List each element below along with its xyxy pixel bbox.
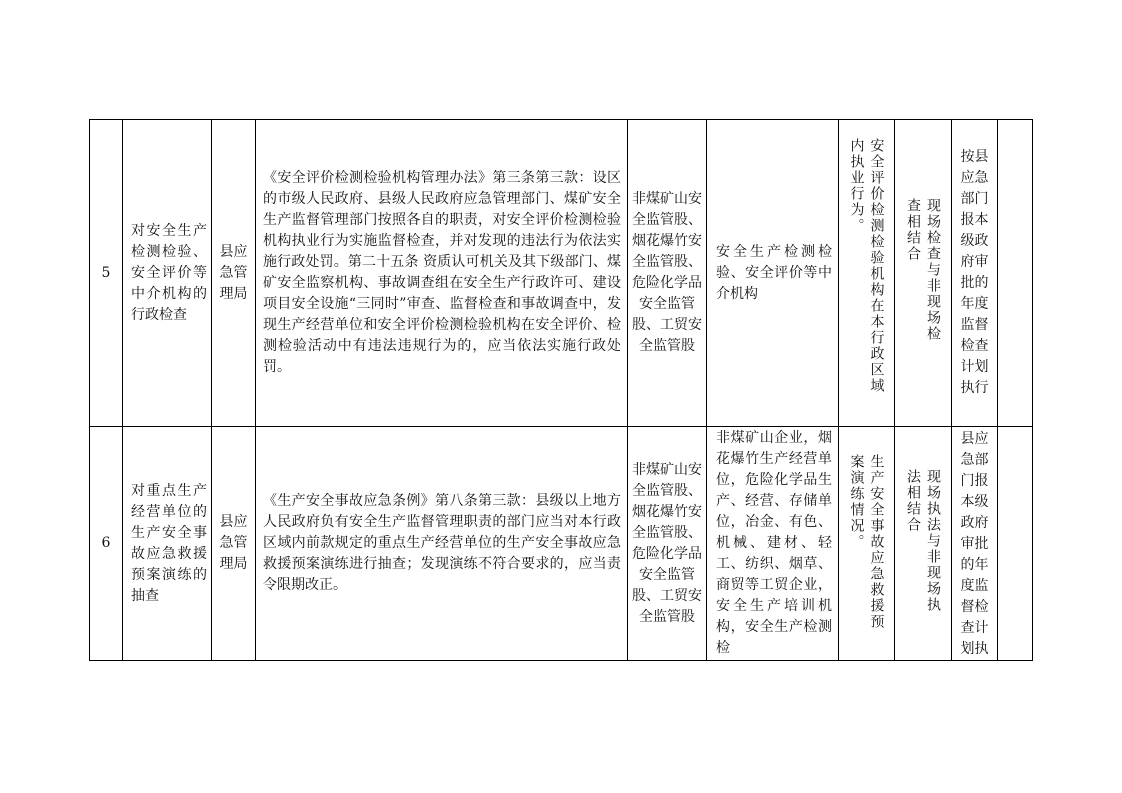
legal-basis: 《生产安全事故应急条例》第八条第三款：县级以上地方人民政府负有安全生产监督管理职责的部门应当对本行政区域内前款规定的重点生产经营单位的生产安全事故应急救援预案演练进行抽查；发现演练不符合要求的，应当责令限期改正。 [256,427,628,661]
inspection-method [895,427,952,661]
inspection-object: 安全生产检测检验、安全评价等中介机构 [707,120,839,427]
inspection-plan: 县应急部门报本级政府审批的年度监督检查计划执 [952,427,998,661]
inspection-scope [839,120,895,427]
table-row [90,427,1033,661]
inspection-method [895,120,952,427]
inspection-scope [839,427,895,661]
implementing-unit: 非煤矿山安全监管股、烟花爆竹安全监管股、危险化学品安全监管股、工贸安全监管股 [628,427,707,661]
inspection-method-text: 现场检查与非现场检查相结合 [905,198,941,342]
inspection-table [89,119,1033,661]
inspection-item: 对重点生产经营单位的生产安全事故应急救援预案演练的抽查 [123,427,212,661]
implementing-unit: 非煤矿山安全监管股、烟花爆竹安全监管股、危险化学品安全监管股、工贸安全监管股 [628,120,707,427]
inspection-method-text: 现场执法与非现场执法相结合 [905,468,941,613]
legal-basis: 《安全评价检测检验机构管理办法》第三条第三款：设区的市级人民政府、县级人民政府应急管理部门、煤矿安全生产监督管理部门按照各自的职责，对安全评价检测检验机构执业行为实施监督检查，并对发现的违法行为依法实施行政处罚。第二十五条 资质认可机关及其下级部门、煤矿安全监察机构、事故调查组在安全生产行政许可、建设项目安全设施“三同时”审查、监督检查和事故调查中，发现生产经营单位和安全评价检测检验机构在安全评价、检测检验活动中有违法违规行为的，应当依法实施行政处罚。 [256,120,628,427]
remarks [998,427,1033,661]
responsible-department: 县应急管理局 [212,427,256,661]
row-number: 5 [90,120,123,427]
row-number: 6 [90,427,123,661]
inspection-item: 对安全生产检测检验、安全评价等中介机构的行政检查 [123,120,212,427]
responsible-department: 县应急管理局 [212,120,256,427]
inspection-plan: 按县应急部门报本级政府审批的年度监督检查计划执行 [952,120,998,427]
inspection-scope-text: 生产安全事故应急救援预案演练情况。 [848,453,885,630]
inspection-object: 非煤矿山企业，烟花爆竹生产经营单位，危险化学品生产、经营、存储单位，冶金、有色、机械、建材、轻工、纺织、烟草、商贸等工贸企业，安全生产培训机构，安全生产检测检 [707,427,839,661]
inspection-scope-text: 安全评价检测检验机构在本行政区域内执业行为。 [848,138,885,394]
remarks [998,120,1033,427]
table-row [90,120,1033,427]
